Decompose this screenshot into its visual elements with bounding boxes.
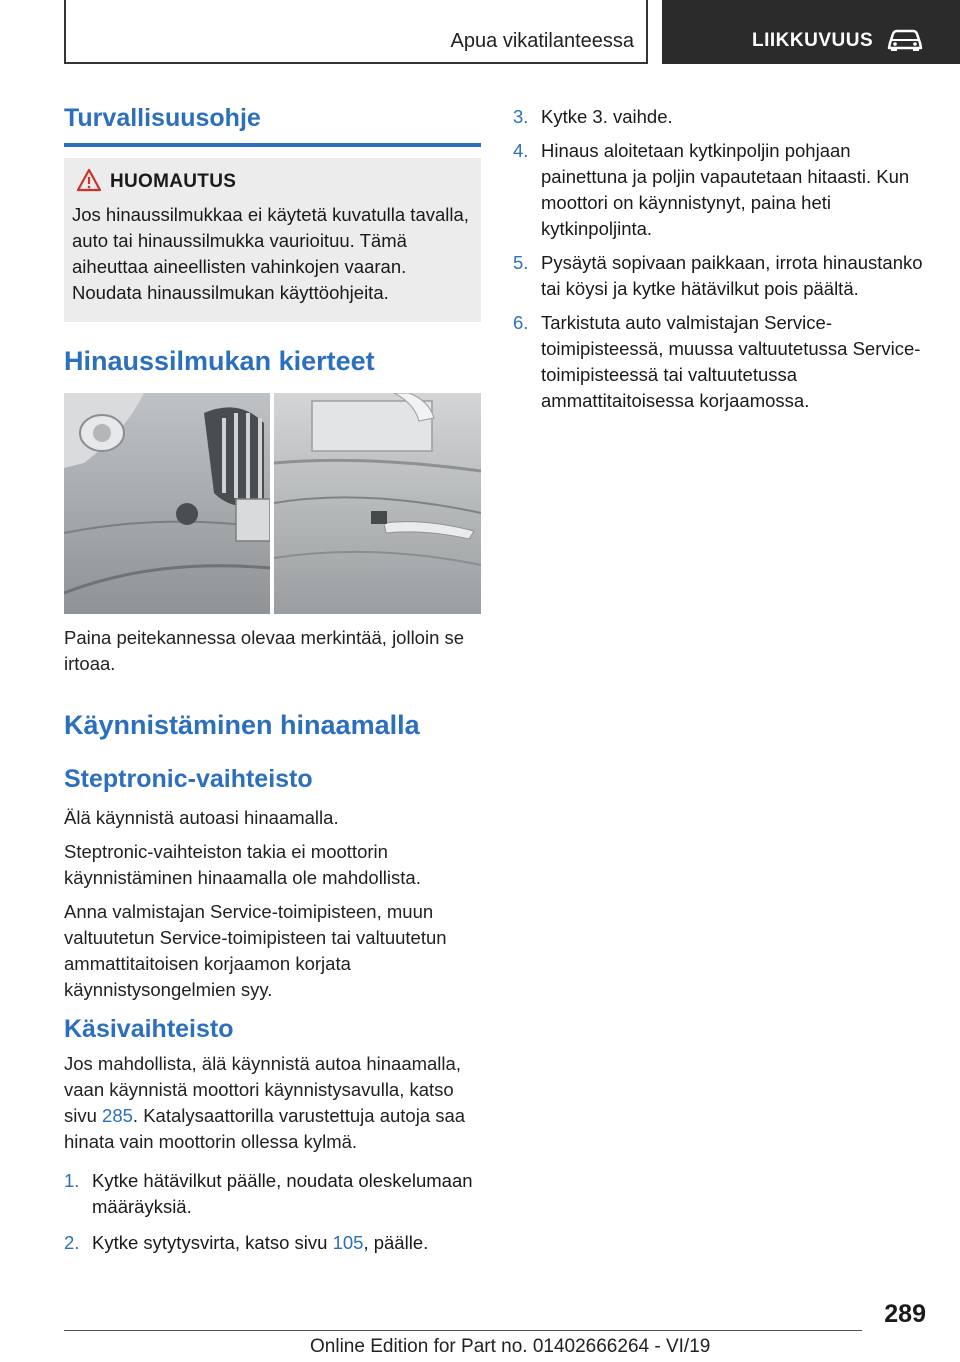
heading-tow-start: Käynnistäminen hinaamalla [64, 710, 420, 740]
list-item [64, 1168, 480, 1220]
step-text: Kytke 3. vaihde. [541, 106, 673, 127]
step-text: Kytke hätävilkut päälle, noudata oleskelumaan määräyksiä. [92, 1170, 473, 1217]
steptronic-paragraph-3: Anna valmistajan Service-toimipisteen, muun valtuutetun Service-toimipisteen tai valtuutetun ammattitaitoisen korjaamon korjata käynnistysongelmien syy. [64, 901, 447, 1000]
step-number: 2. [64, 1232, 80, 1253]
step-number: 1. [64, 1170, 80, 1191]
car-icon [886, 28, 924, 52]
list-item [513, 310, 929, 414]
manual-text-b: . Katalysaattorilla varustettuja autoja saa hinata vain moottorin ollessa kylmä. [64, 1105, 466, 1152]
step-text-b: , päälle. [363, 1232, 429, 1253]
page-link-285[interactable]: 285 [102, 1105, 133, 1126]
warning-triangle-icon [76, 168, 102, 192]
header-chapter-tab[interactable] [662, 0, 960, 64]
step-text-a: Kytke sytytysvirta, katso sivu [92, 1232, 333, 1253]
step-text: Pysäytä sopivaan paikkaan, irrota hinaustanko tai köysi ja kytke hätävilkut pois päältä. [541, 252, 923, 299]
list-item [513, 138, 929, 242]
step-number: 4. [513, 140, 529, 161]
photo-caption: Paina peitekannessa olevaa merkintää, jolloin se irtoaa. [64, 627, 465, 674]
heading-thread: Hinaussilmukan kierteet [64, 346, 375, 376]
page-link-105[interactable]: 105 [332, 1232, 364, 1253]
steptronic-paragraph-2: Steptronic-vaihteiston takia ei moottorin käynnistäminen hinaamalla ole mahdollista. [64, 841, 421, 888]
list-item [64, 1230, 480, 1256]
heading-manual: Käsivaihteisto [64, 1015, 234, 1043]
footer-edition: Online Edition for Part no. 01402666264 - VI/19 [310, 1336, 711, 1357]
notice-box [64, 158, 481, 322]
notice-title: HUOMAUTUS [110, 171, 237, 192]
heading-steptronic: Steptronic-vaihteisto [64, 765, 313, 793]
tow-eye-cover-photo [64, 393, 481, 614]
step-number: 3. [513, 106, 529, 127]
heading-safety: Turvallisuusohje [64, 104, 261, 132]
manual-paragraph [64, 1051, 480, 1155]
list-item [513, 250, 929, 302]
notice-body: Jos hinaussilmukkaa ei käytetä kuvatulla tavalla, auto tai hinaussilmukka vaurioituu. Tämä aiheuttaa aineellisten vahinkojen vaaran. Noudata hinaussilmukan käyttöohjeita. [72, 204, 469, 303]
step-number: 6. [513, 312, 529, 333]
step-number: 5. [513, 252, 529, 273]
header-section-title[interactable]: Apua vikatilanteessa [450, 30, 634, 52]
list-item [513, 104, 929, 130]
step-text: Tarkistuta auto valmistajan Service-toimipisteessä, muussa valtuutetussa Service-toimipisteessä tai valtuutetussa ammattitaitoisessa korjaamossa. [541, 312, 921, 411]
steps-list-right [513, 104, 929, 414]
safety-rule [64, 143, 481, 147]
step-text: Hinaus aloitetaan kytkinpoljin pohjaan painettuna ja poljin vapautetaan hitaasti. Kun moottori on käynnistynyt, paina heti kytkinpoljinta. [541, 140, 910, 239]
steptronic-paragraph-1: Älä käynnistä autoasi hinaamalla. [64, 807, 339, 828]
manual-text-a: Jos mahdollista, älä käynnistä autoa hinaamalla, vaan käynnistä moottori käynnistysavulla, katso sivu [64, 1053, 461, 1126]
steps-list-left [64, 1168, 480, 1256]
chapter-label: LIIKKUVUUS [752, 30, 874, 51]
page-number: 289 [884, 1300, 926, 1328]
footer-rule [64, 1330, 862, 1331]
